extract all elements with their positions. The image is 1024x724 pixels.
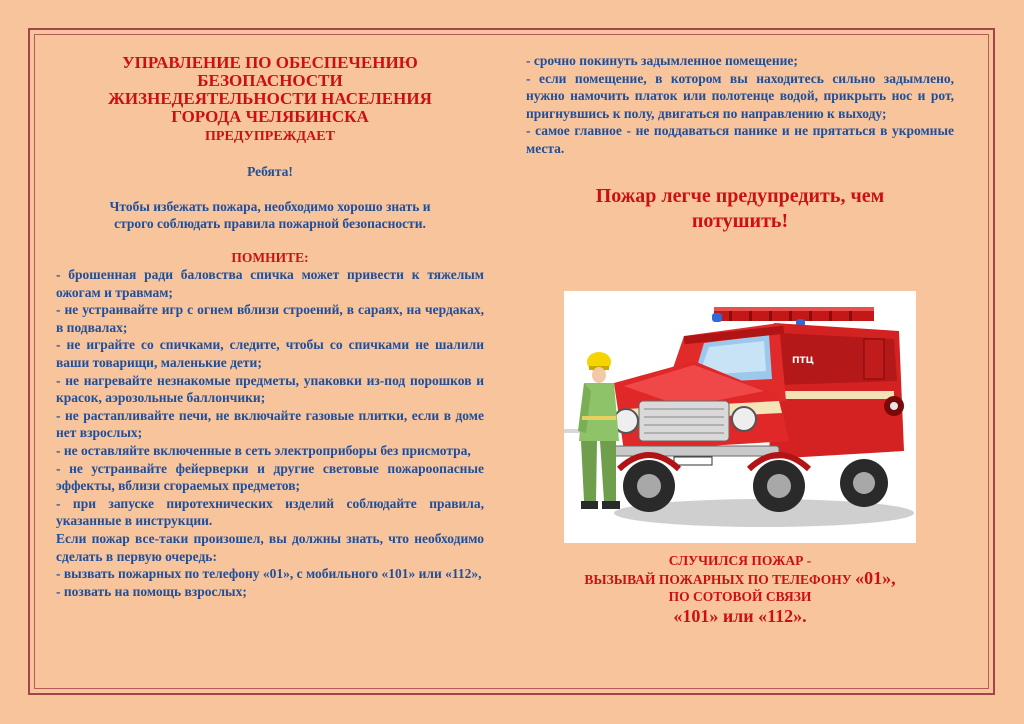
remember-heading: ПОМНИТЕ: bbox=[231, 250, 309, 265]
rule-item: Если пожар все-таки произошел, вы должны знать, что необходимо сделать в первую очередь: bbox=[56, 530, 484, 564]
intro-text bbox=[56, 198, 484, 232]
call-line-2 bbox=[526, 569, 954, 589]
fire-truck-illustration bbox=[564, 291, 916, 543]
org-title-line-3: ЖИЗНЕДЕЯТЕЛЬНОСТИ НАСЕЛЕНИЯ bbox=[108, 89, 432, 108]
slogan-line-1: Пожар легче предупредить, чем bbox=[595, 184, 885, 207]
greeting: Ребята! bbox=[247, 164, 293, 179]
slogan-line-2: потушить! bbox=[691, 209, 789, 232]
org-title-line-1: УПРАВЛЕНИЕ ПО ОБЕСПЕЧЕНИЮ bbox=[122, 53, 418, 72]
call-line-4: «101» или «112». bbox=[673, 606, 807, 626]
call-line-1: СЛУЧИЛСЯ ПОЖАР - bbox=[668, 553, 812, 568]
slogan bbox=[526, 184, 954, 234]
call-line-3: ПО СОТОВОЙ СВЯЗИ bbox=[668, 589, 812, 604]
intro-line-1: Чтобы избежать пожара, необходимо хорошо знать и bbox=[109, 199, 431, 214]
intro-line-2: строго соблюдать правила пожарной безопасности. bbox=[114, 216, 426, 231]
rule-item: - не устраивайте игр с огнем вблизи строений, в сараях, на чердаках, в подвалах; bbox=[56, 302, 484, 335]
rule-item: - если помещение, в котором вы находитесь сильно задымлено, нужно намочить платок или полотенце водой, прикрыть нос и рот, пригнувшись к полу, двигаться по направлению к выходу; bbox=[526, 70, 954, 121]
rule-item: - брошенная ради баловства спичка может привести к тяжелым ожогам и травмам; bbox=[56, 267, 484, 300]
emergency-call-info bbox=[526, 553, 954, 627]
org-title-line-4: ГОРОДА ЧЕЛЯБИНСКА bbox=[171, 107, 369, 126]
rule-item: - не растапливайте печи, не включайте газовые плитки, если в доме нет взрослых; bbox=[56, 407, 484, 441]
truck-door-label: ПТЦ bbox=[792, 356, 815, 366]
rules-list-left bbox=[56, 266, 484, 600]
rule-item: - вызвать пожарных по телефону «01», с мобильного «101» или «112», bbox=[56, 566, 482, 582]
rule-item: - позвать на помощь взрослых; bbox=[56, 583, 247, 599]
rule-item: - срочно покинуть задымленное помещение; bbox=[526, 53, 798, 68]
rule-item: - не оставляйте включенные в сеть электроприборы без присмотра, bbox=[56, 442, 471, 458]
fire-truck-drawing bbox=[564, 291, 916, 543]
warns-heading: ПРЕДУПРЕЖДАЕТ bbox=[205, 129, 335, 144]
rule-item: - при запуске пиротехнических изделий соблюдайте правила, указанные в инструкции. bbox=[56, 495, 484, 529]
rule-item: - самое главное - не поддаваться панике и не прятаться в укромные места. bbox=[526, 123, 954, 156]
rule-item: - не нагревайте незнакомые предметы, упаковки из-под порошков и красок, аэрозольные баллончики; bbox=[56, 372, 484, 406]
left-column bbox=[56, 54, 484, 600]
call-number-01: «01», bbox=[855, 568, 896, 588]
rule-item: - не устраивайте фейерверки и другие световые пожароопасные эффекты, вблизи сгораемых предметов; bbox=[56, 460, 484, 494]
call-line-2-text: ВЫЗЫВАЙ ПОЖАРНЫХ ПО ТЕЛЕФОНУ bbox=[584, 572, 856, 587]
org-title-line-2: БЕЗОПАСНОСТИ bbox=[197, 71, 343, 90]
rules-list-right bbox=[526, 52, 954, 158]
rule-item: - не играйте со спичками, следите, чтобы со спичками не шалили ваши товарищи, маленькие дети; bbox=[56, 337, 484, 370]
right-column bbox=[526, 52, 954, 234]
